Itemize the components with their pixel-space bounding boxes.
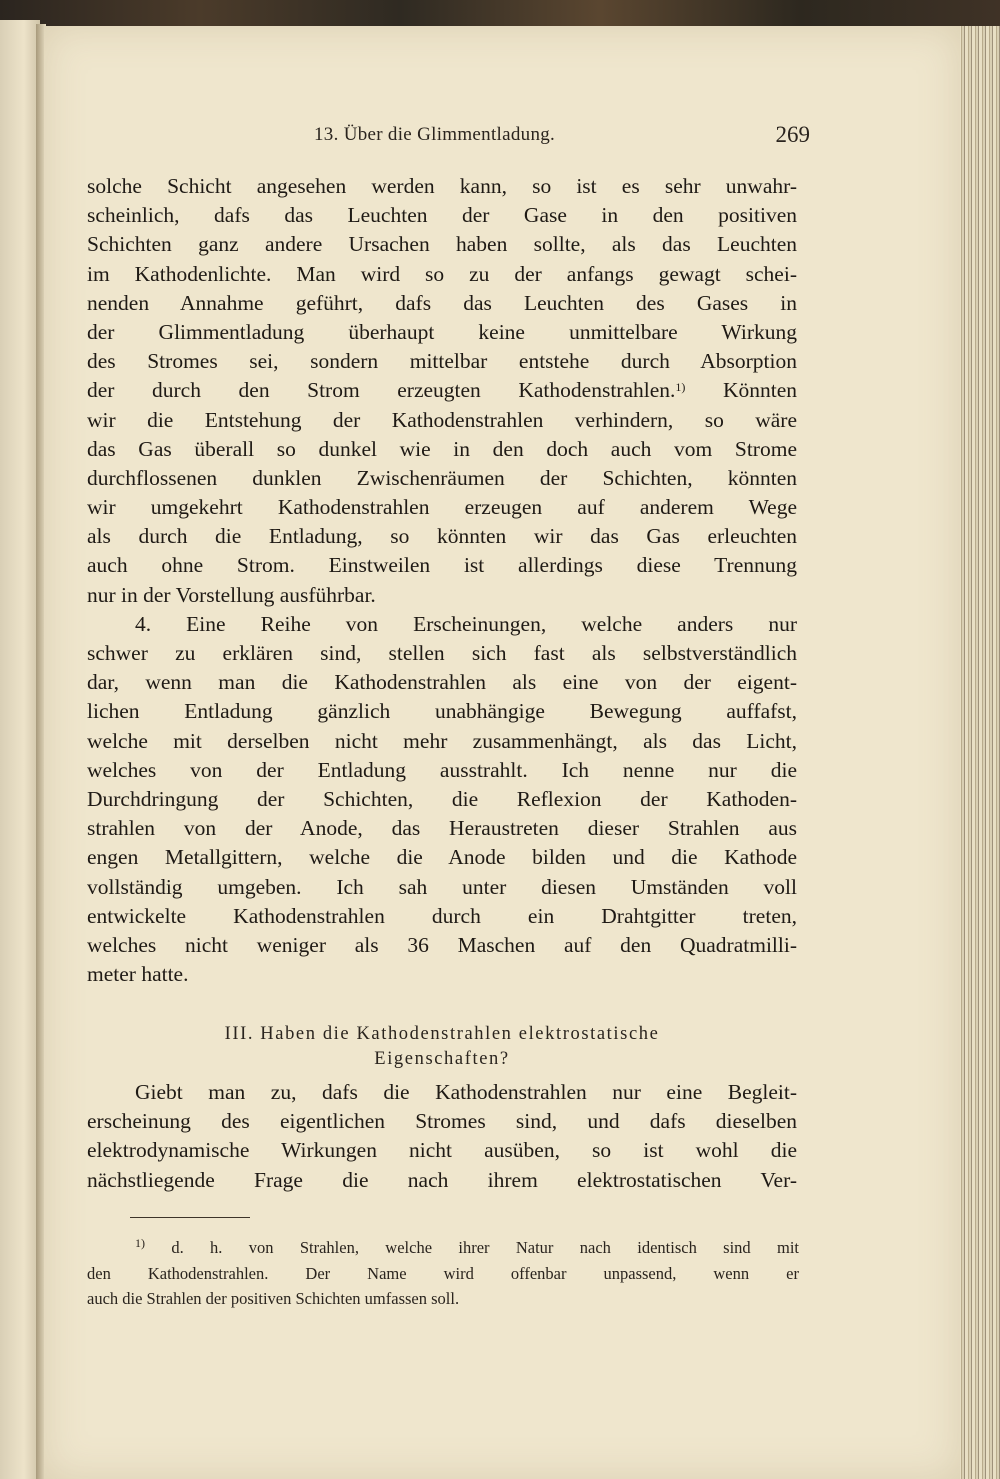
footnote-line [87,1235,799,1261]
page-edges-stack [958,26,1000,1479]
text-line: auch ohne Strom. Einstweilen ist allerdings diese Trennung [87,553,797,578]
text-line: scheinlich, dafs das Leuchten der Gase in den positiven [87,203,797,228]
text-line: elektrodynamische Wirkungen nicht ausüben, so ist wohl die [87,1138,797,1163]
text-line: nur in der Vorstellung ausführbar. [87,582,376,607]
text-line: Durchdringung der Schichten, die Reflexion der Kathoden- [87,786,797,811]
section-heading [87,1022,797,1072]
main-text [87,172,797,989]
footnote-line: auch die Strahlen der positiven Schichten umfassen soll. [87,1289,460,1308]
text-line: wir umgekehrt Kathodenstrahlen erzeugen auf anderem Wege [87,495,797,520]
text-line: welches von der Entladung ausstrahlt. Ich nenne nur die [87,757,797,782]
text-line: nenden Annahme geführt, dafs das Leuchten des Gases in [87,290,797,315]
text-line: dar, wenn man die Kathodenstrahlen als eine von der eigent- [87,670,797,695]
footnote-divider [130,1217,250,1218]
text-line: vollständig umgeben. Ich sah unter diesen Umständen voll [87,874,797,899]
text-line: im Kathodenlichte. Man wird so zu der anfangs gewagt schei- [87,261,797,286]
footnote-marker: 1) [675,380,686,395]
text-line: engen Metallgittern, welche die Anode bilden und die Kathode [87,845,797,870]
chapter-title: 13. Über die Glimmentladung. [314,124,556,145]
paragraph-start: 4. Eine Reihe von Erscheinungen, welche anders nur [135,611,797,636]
section-heading-line: III. Haben die Kathodenstrahlen elektrostatische [224,1024,660,1044]
text-line: welches nicht weniger als 36 Maschen auf den Quadratmilli- [87,932,797,957]
text-line: Schichten ganz andere Ursachen haben sollte, als das Leuchten [87,232,797,257]
section-text [87,1078,797,1195]
text-line: wir die Entstehung der Kathodenstrahlen verhindern, so wäre [87,407,797,432]
section-heading-line: Eigenschaften? [374,1049,510,1069]
text-segment: der durch den Strom erzeugten Kathodenstrahlen. [87,378,676,403]
footnote-text: d. h. von Strahlen, welche ihrer Natur nach identisch sind mit [171,1238,799,1257]
running-header [88,118,808,152]
footnote [87,1235,799,1312]
text-line: erscheinung des eigentlichen Stromes sind, und dafs dieselben [87,1109,797,1134]
text-line: lichen Entladung gänzlich unabhängige Bewegung auffafst, [87,699,797,724]
text-line: meter hatte. [87,962,189,987]
page-number: 269 [775,122,810,147]
left-page-edge [0,20,40,1479]
text-line: entwickelte Kathodenstrahlen durch ein Drahtgitter treten, [87,903,797,928]
text-line: welche mit derselben nicht mehr zusammenhängt, als das Licht, [87,728,797,753]
footnote-marker: 1) [135,1236,145,1250]
text-line: solche Schicht angesehen werden kann, so ist es sehr unwahr- [87,174,797,198]
text-line: des Stromes sei, sondern mittelbar entstehe durch Absorption [87,349,797,374]
text-segment: Könnten [722,378,797,403]
text-line: das Gas überall so dunkel wie in den doch auch vom Strome [87,436,797,461]
text-line-with-footnote [87,376,797,405]
text-line: der Glimmentladung überhaupt keine unmittelbare Wirkung [87,319,797,344]
text-line: schwer zu erklären sind, stellen sich fast als selbstverständlich [87,641,797,665]
text-line: nächstliegende Frage die nach ihrem elektrostatischen Ver- [87,1167,797,1192]
text-line: strahlen von der Anode, das Heraustreten dieser Strahlen aus [87,816,797,841]
text-line: als durch die Entladung, so könnten wir das Gas erleuchten [87,524,797,549]
footnote-line: den Kathodenstrahlen. Der Name wird offenbar unpassend, wenn er [87,1263,799,1283]
paragraph-start: Giebt man zu, dafs die Kathodenstrahlen nur eine Begleit- [135,1080,797,1104]
text-line: durchflossenen dunklen Zwischenräumen der Schichten, könnten [87,465,797,490]
